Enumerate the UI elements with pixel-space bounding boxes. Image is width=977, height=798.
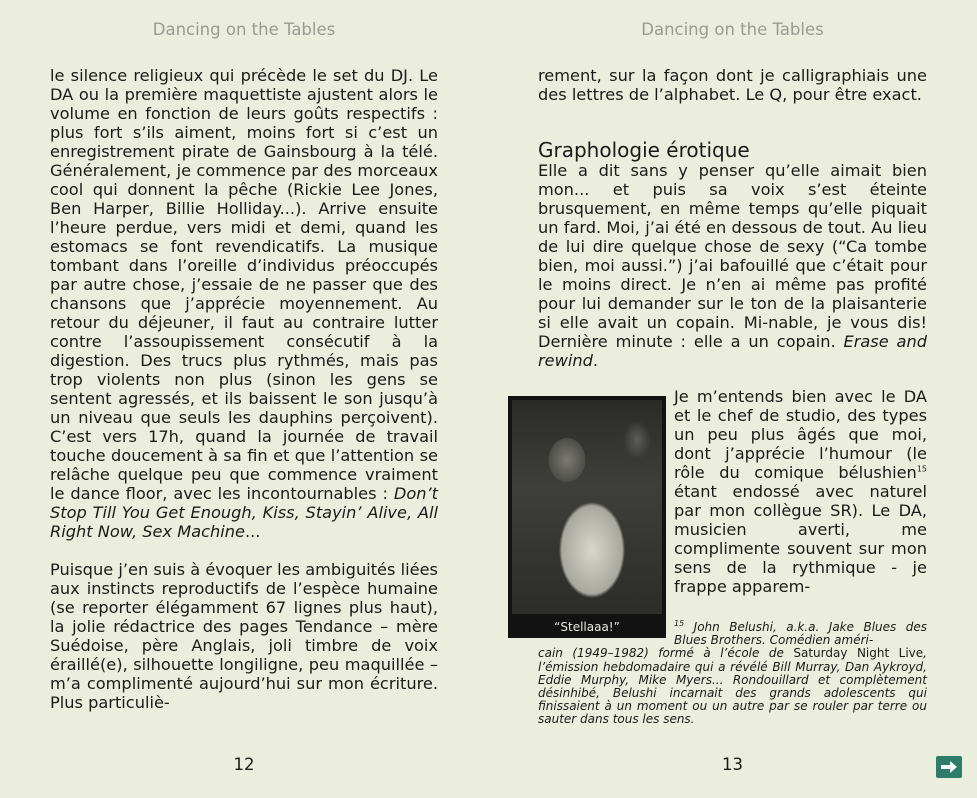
right-continuation-text — [538, 66, 927, 104]
continuation-paragraph: rement, sur la façon dont je calligraphiais une des lettres de l’alphabet. Le Q, pour être exact. — [538, 66, 927, 104]
right-page — [488, 0, 977, 798]
wrapped-paragraph — [674, 387, 927, 596]
left-paragraph-1: le silence religieux qui précède le set du DJ. Le DA ou la première maquettiste ajustent alors le volume en fonction de leurs goûts respectifs : plus fort s’ils aiment, moins fort si c’est un enregistrement pirate de Gainsbourg à la télé. Généralement, je commence par des morceaux cool qui donnent la pêche (Rickie Lee Jones, Ben Harper, Billie Holliday...). Arrive ensuite l’heure perdue, vers midi et demi, quand les estomacs se font revendicatifs. La musique tombant dans l’oreille d’individus préoccupés par autre chose, j’essaie de ne passer que des chansons que j’apprécie moyennement. Au retour du déjeuner, il faut au contraire lutter contre l’assoupissement consécutif à la digestion. Des trucs plus rythmés, mais pas trop violents non plus (sinon les gens se sentent agressés, et ils baissent le son jusqu’à un niveau que seuls les dauphins perçoivent). C’est vers 17h, quand la journée de travail touche doucement à sa fin et que l’attention se relâche quelque peu que commence vraiment le dance floor, avec les incontournables : Don’t Stop Till You Get Enough, Kiss, Stayin’ Alive, All Right Now, Sex Machine... — [50, 66, 438, 541]
photo-caption: “Stellaaa!” — [554, 620, 620, 634]
footnote-15 — [538, 621, 927, 727]
section-title: Graphologie érotique — [538, 138, 750, 162]
wrap-paragraph: Je m’entends bien avec le DA et le chef de studio, des types un peu plus âgés que moi, dont j’apprécie l’humour (le rôle du comique bélushien$^{15}$ étant endossé avec naturel par mon collègue SR). Le DA, musicien averti, me complimente souvent sur mon sens de la rythmique - je frappe apparem- — [674, 387, 927, 596]
left-body-text — [50, 66, 438, 712]
left-page — [0, 0, 488, 798]
right-page-number: 13 — [722, 755, 743, 774]
left-page-number: 12 — [233, 755, 255, 774]
footnote-body: cain (1949–1982) formé à l’école de Saturday Night Live, l’émission hebdomadaire qui a révélé Bill Murray, Dan Aykroyd, Eddie Murphy, Mike Myers... Rondouillard et complètement désinhibé, Belushi incarnait des grands adolescents qui finissaient à un moment ou un autre par se rouler par terre ou sauter dans tous les sens. — [538, 646, 927, 727]
photo-image — [512, 400, 662, 614]
arrow-right-icon — [940, 760, 958, 774]
left-paragraph-2: Puisque j’en suis à évoquer les ambiguités liées aux instincts reproductifs de l’espèce humaine (se reporter élégamment 67 lignes plus haut), la jolie rédactrice des pages Tendance – mère Suédoise, père Anglais, joli timbre de voix éraillé(e), silhouette longiligne, peu maquillée – m’a complimenté aujourd’hui sur mon écriture. Plus particuliè- — [50, 560, 438, 712]
belushi-photo — [508, 396, 666, 638]
footnote-lead: $^{15}$ John Belushi, a.k.a. Jake Blues des Blues Brothers. Comédien améri- — [674, 619, 927, 648]
section-paragraph: Elle a dit sans y penser qu’elle aimait bien mon... et puis sa voix s’est éteinte brusquement, en même temps qu’elle piquait un fard. Moi, j’ai été en dessous de tout. Au lieu de lui dire quelque chose de sexy (“Ca tombe bien, moi aussi.”) j’ai bafouillé que c’était pour le moins direct. Je n’en ai même pas profité pour lui demander sur le ton de la plaisanterie si elle avait un copain. Mi-nable, je vous dis! Dernière minute : elle a un copain. Erase and rewind. — [538, 161, 927, 370]
right-running-head: Dancing on the Tables — [641, 20, 824, 39]
next-page-button[interactable] — [936, 756, 962, 778]
section-body — [538, 161, 927, 370]
left-running-head: Dancing on the Tables — [152, 20, 336, 39]
